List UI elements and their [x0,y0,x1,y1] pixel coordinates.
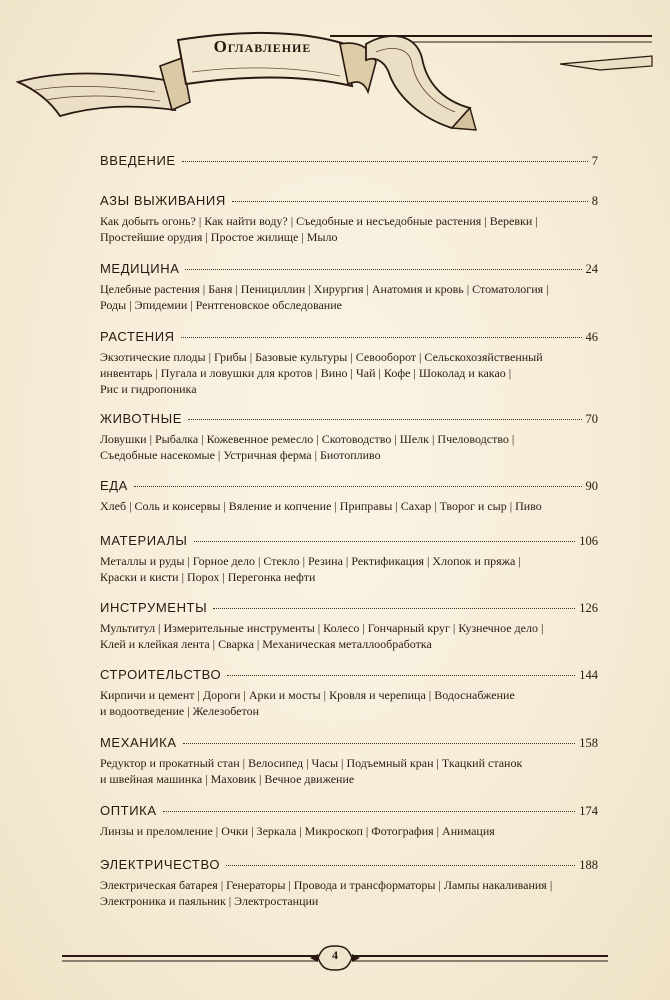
section-topics: Целебные растения | Баня | Пенициллин | Хирургия | Анатомия и кровь | Стоматология | Роды | Эпидемии | Рентгеновское обследование [100,282,549,312]
section-title: ЭЛЕКТРИЧЕСТВО [100,857,221,872]
section-topics: Мультитул | Измерительные инструменты | Колесо | Гончарный круг | Кузнечное дело | Клей и клейкая лента | Сварка | Механическая металлообработка [100,621,544,651]
dot-leader [226,865,575,866]
section-topics: Кирпичи и цемент | Дороги | Арки и мосты | Кровля и черепица | Водоснабжение и водоотведение | Железобетон [100,688,515,718]
section-title: ИНСТРУМЕНТЫ [100,600,208,615]
dot-leader [188,419,581,420]
section-topics: Металлы и руды | Горное дело | Стекло | Резина | Ректификация | Хлопок и пряжа | Краски и кисти | Порох | Перегонка нефти [100,554,521,584]
section-topics: Электрическая батарея | Генераторы | Провода и трансформаторы | Лампы накаливания | Электроника и паяльник | Электростанции [100,878,553,908]
section-page-number: 144 [579,668,598,682]
toc-entry-construction[interactable] [100,667,598,719]
section-title: ОПТИКА [100,803,157,818]
toc-entry-tools[interactable] [100,600,598,652]
dot-leader [213,608,575,609]
section-topics: Редуктор и прокатный стан | Велосипед | Часы | Подъемный кран | Ткацкий станок и швейная машинка | Маховик | Вечное движение [100,756,523,786]
section-title: ЖИВОТНЫЕ [100,411,183,426]
dot-leader [183,743,576,744]
dot-leader [232,201,588,202]
dot-leader [182,161,588,162]
section-page-number: 158 [579,736,598,750]
dot-leader [227,675,575,676]
section-title: РАСТЕНИЯ [100,329,175,344]
section-topics: Экзотические плоды | Грибы | Базовые культуры | Севооборот | Сельскохозяйственный инвентарь | Пугала и ловушки для кротов | Вино | Чай | Кофе | Шоколад и какао | Рис и гидропоника [100,350,543,396]
section-page-number: 46 [585,330,598,344]
section-title: МЕХАНИКА [100,735,177,750]
section-page-number: 106 [579,534,598,548]
section-title: МЕДИЦИНА [100,261,180,276]
header-banner [0,0,670,140]
section-page-number: 24 [585,262,598,276]
dot-leader [163,811,576,812]
toc-entry-materials[interactable] [100,533,598,585]
section-topics: Ловушки | Рыбалка | Кожевенное ремесло | Скотоводство | Шелк | Пчеловодство | Съедобные насекомые | Устричная ферма | Биотопливо [100,432,515,462]
toc-entry-medicine[interactable] [100,261,598,313]
dot-leader [185,269,581,270]
section-page-number: 188 [579,858,598,872]
section-page-number: 8 [591,194,598,208]
section-title: ЕДА [100,478,128,493]
toc-entry-mechanics[interactable] [100,735,598,787]
toc-entry-electricity[interactable] [100,857,598,909]
section-page-number: 90 [585,479,598,493]
section-title: ВВЕДЕНИЕ [100,153,176,168]
section-topics: Хлеб | Соль и консервы | Вяление и копчение | Приправы | Сахар | Творог и сыр | Пиво [100,499,542,513]
dot-leader [194,541,576,542]
section-title: АЗЫ ВЫЖИВАНИЯ [100,193,226,208]
section-page-number: 7 [591,154,598,168]
toc-entry-food[interactable] [100,478,598,514]
section-page-number: 70 [585,412,598,426]
page-footer [0,940,670,980]
section-title: СТРОИТЕЛЬСТВО [100,667,222,682]
toc-entry-animals[interactable] [100,411,598,463]
dot-leader [181,337,582,338]
section-title: МАТЕРИАЛЫ [100,533,188,548]
toc-entry-optics[interactable] [100,803,598,839]
toc-entry-survival-basics[interactable] [100,193,598,245]
dot-leader [134,486,582,487]
toc-entry-introduction[interactable] [100,153,598,173]
page-number: 4 [332,948,338,962]
section-topics: Как добыть огонь? | Как найти воду? | Съедобные и несъедобные растения | Веревки | Простейшие орудия | Простое жилище | Мыло [100,214,538,244]
section-page-number: 126 [579,601,598,615]
section-page-number: 174 [579,804,598,818]
page-title: Оглавление [213,37,312,56]
toc-entry-plants[interactable] [100,329,598,397]
section-topics: Линзы и преломление | Очки | Зеркала | Микроскоп | Фотография | Анимация [100,824,495,838]
ribbon-illustration [0,0,670,140]
